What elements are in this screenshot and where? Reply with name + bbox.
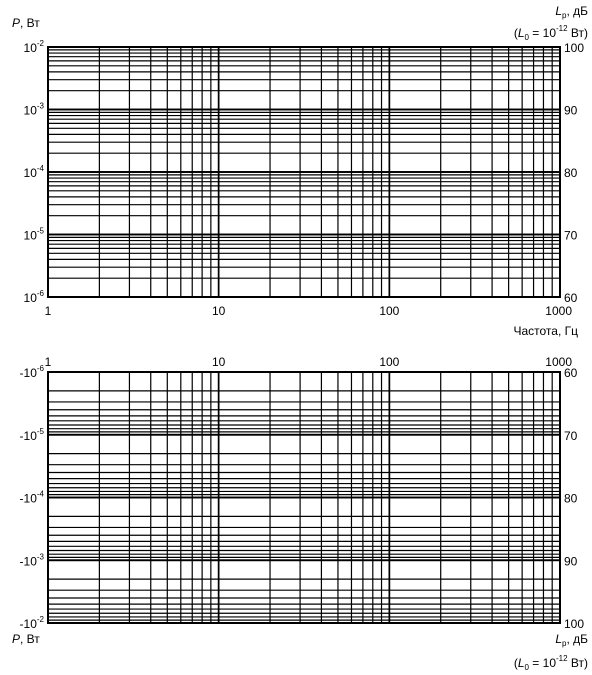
x-tick-label: 1 [44, 355, 52, 369]
y-right-axis-title: $L_p$, дБ [555, 4, 588, 20]
y-left-tick-label: $10^{-4}$ [23, 164, 44, 180]
x-axis-title: Частота, Гц [513, 324, 578, 338]
y-right-tick-label: 90 [564, 554, 578, 569]
x-tick-label: 10 [211, 355, 226, 369]
y-left-tick-label: $-10^{-5}$ [19, 426, 44, 443]
x-tick-label: 10 [211, 304, 226, 318]
y-left-tick-label: $10^{-3}$ [23, 101, 44, 118]
chart-panel-1 [12, 4, 588, 338]
y-right-tick-label: 70 [564, 428, 578, 443]
y-right-tick-label: 80 [564, 491, 578, 506]
y-right-tick-label: 90 [564, 103, 578, 118]
y-left-tick-label: $10^{-5}$ [23, 226, 44, 243]
reference-level-label: ($L_0 = 10^{-12}$ Вт) [513, 654, 588, 672]
y-right-tick-label: 100 [564, 617, 585, 631]
x-tick-label: 1 [44, 304, 52, 318]
y-left-tick-label: $-10^{-4}$ [19, 489, 44, 506]
chart-panel-2 [12, 355, 588, 672]
x-tick-label: 1000 [545, 355, 572, 369]
y-left-tick-label: $-10^{-3}$ [19, 552, 44, 569]
y-right-axis-title: $L_p$, дБ [555, 632, 588, 648]
y-left-tick-label: $-10^{-6}$ [19, 364, 44, 380]
y-right-tick-label: 60 [564, 291, 578, 305]
y-right-tick-label: 70 [564, 228, 578, 243]
x-tick-label: 100 [379, 304, 400, 318]
y-left-tick-label: $-10^{-2}$ [19, 615, 44, 631]
y-left-axis-title: P, Вт [12, 632, 40, 646]
x-tick-label: 100 [379, 355, 400, 369]
y-left-axis-title: P, Вт [12, 16, 40, 30]
y-left-tick-label: $10^{-2}$ [23, 39, 44, 55]
reference-level-label: ($L_0 = 10^{-12}$ Вт) [513, 24, 588, 42]
x-tick-label: 1000 [545, 304, 572, 318]
y-right-tick-label: 80 [564, 166, 578, 180]
y-left-tick-label: $10^{-6}$ [23, 289, 44, 305]
y-right-tick-label: 100 [564, 41, 585, 55]
y-right-tick-label: 60 [564, 366, 578, 380]
